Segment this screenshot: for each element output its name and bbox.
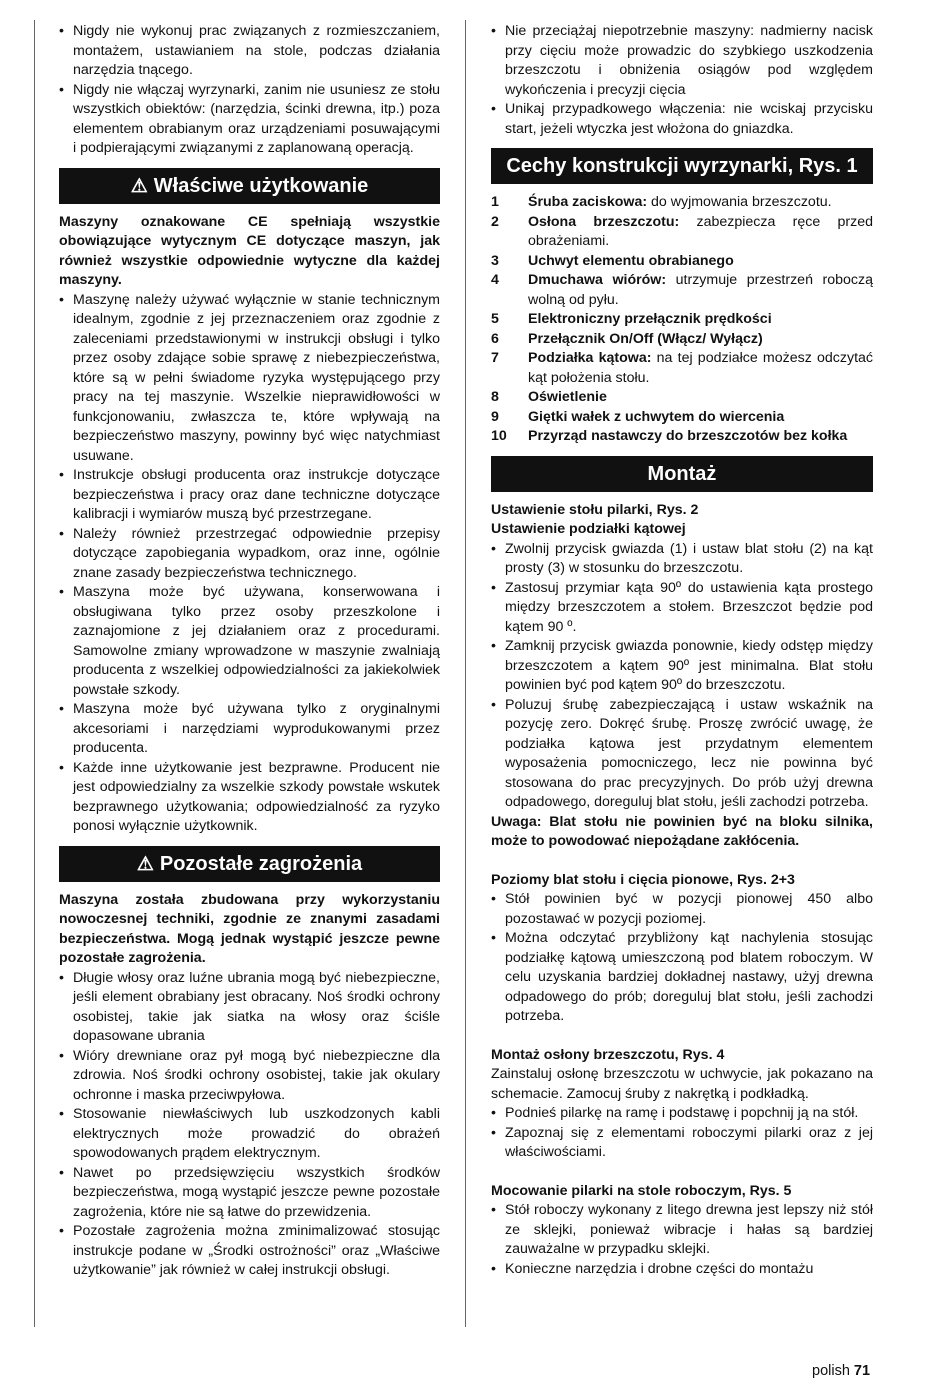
risk-list	[59, 969, 440, 1281]
part-item	[491, 271, 873, 310]
list-item: • Nie przeciążaj niepotrzebnie maszyny: nadmierny nacisk przy cięciu może prowadzic do szybkiego uszkodzenia brzeszczotu i obniżenia osiągów pod względem wykończenia i precyzji cięcia	[491, 22, 873, 100]
use-list	[59, 291, 440, 837]
list-item: • Stosowanie niewłaściwych lub uszkodzonych kabli elektrycznych może prowadzić do obrażeń spowodowanych prądem elektrycznym.	[59, 1105, 440, 1164]
intro-list	[491, 22, 873, 139]
part-desc: zabezpiecza ręce przed obrażeniami.	[528, 213, 873, 249]
section-banner-use	[59, 168, 440, 204]
part-number: 3	[491, 252, 499, 269]
list-item: • Wióry drewniane oraz pył mogą być niebezpieczne dla zdrowia. Noś środki ochrony osobistej, takie jak okulary ochronne i maska przeciwpyłowa.	[59, 1047, 440, 1106]
intro-list	[59, 22, 440, 159]
part-number: 9	[491, 408, 499, 425]
part-item	[491, 213, 873, 252]
part-desc: do wyjmowania brzeszczotu.	[647, 194, 832, 210]
section-banner-assembly	[491, 456, 873, 492]
part-name: Przełącznik On/Off (Włącz/ Wyłącz)	[528, 330, 763, 347]
assembly-list	[491, 1104, 873, 1163]
list-item: • Instrukcje obsługi producenta oraz instrukcje dotyczące bezpieczeństwa i pracy oraz dane techniczne dotyczące kalibracji i wymiarów muszą być przestrzegane.	[59, 466, 440, 525]
part-name: Elektroniczny przełącznik prędkości	[528, 311, 772, 327]
list-item: • Podnieś pilarkę na ramę i podstawę i popchnij ją na stół.	[491, 1104, 873, 1124]
page-number: 71	[853, 1363, 871, 1379]
part-number: 1	[491, 194, 499, 210]
list-item: • Maszynę należy używać wyłącznie w stanie technicznym idealnym, zgodnie z jej przeznaczeniem oraz zgodnie z zaleceniami przedstawionymi w instrukcji obsługi i tylko przez osoby zdające sobie sprawę z niebezpieczeństwa, które są w pełni świadome ryzyka występującego przy pracy na tej maszynie. Wszelkie nieprawidłowości w funkcjonowaniu, zwłaszcza te, które wpływają na bezpieczeństwo maszyny, powinny być więc natychmiast usuwane.	[59, 291, 440, 467]
part-name: Dmuchawa wiórów:	[528, 272, 667, 288]
part-item	[491, 408, 873, 428]
part-number: 2	[491, 213, 499, 230]
part-item	[491, 427, 873, 447]
part-name: Podziałka kątowa:	[528, 350, 652, 366]
list-item: • Zamknij przycisk gwiazda ponownie, kiedy odstęp między brzeszczotem a kątem 90º jest minimalna. Blat stołu powinien być pod kątem 90º do brzeszczotu.	[491, 637, 873, 696]
part-name: Śruba zaciskowa:	[528, 194, 648, 210]
part-item	[491, 193, 873, 213]
subsection-title: Poziomy blat stołu i cięcia pionowe, Rys. 2+3	[491, 871, 795, 888]
section-title: Właściwe użytkowanie	[153, 174, 369, 197]
subsection-title: Montaż osłony brzeszczotu, Rys. 4	[491, 1046, 725, 1063]
part-name: Giętki wałek z uchwytem do wiercenia	[528, 408, 785, 425]
part-item	[491, 310, 873, 330]
subsection-title: Ustawienie podziałki kątowej	[491, 521, 686, 537]
list-item: • Nigdy nie wykonuj prac związanych z rozmieszczaniem, montażem, ustawianiem na stole, podczas działania narzędzia tnącego.	[59, 22, 440, 81]
paragraph: Zainstaluj osłonę brzeszczotu w uchwycie, jak pokazano na schemacie. Zamocuj śruby z nakrętką i podkładką.	[491, 1066, 873, 1102]
section-lead: Maszyna została zbudowana przy wykorzystaniu nowoczesnej techniki, zgodnie ze znanymi zasadami bezpieczeństwa. Mogą jednak wystąpić jeszcze pewne pozostałe zagrożenia.	[59, 891, 440, 966]
part-desc: na tej podziałce możesz odczytać kąt położenia stołu.	[528, 350, 873, 386]
section-title: Cechy konstrukcji wyrzynarki, Rys. 1	[506, 155, 858, 177]
part-number: 8	[491, 389, 499, 405]
list-item: • Nawet po przedsięwzięciu wszystkich środków bezpieczeństwa, mogą wystąpić jeszcze pewne pozostałe zagrożenia, które nie są łatwe do przewidzenia.	[59, 1164, 440, 1223]
left-column	[59, 22, 440, 1281]
part-name: Przyrząd nastawczy do brzeszczotów bez kołka	[528, 428, 848, 444]
assembly-list	[491, 890, 873, 1027]
list-item: • Należy również przestrzegać odpowiednie przepisy dotyczące zapobiegania wypadkom, oraz inne, ogólnie znane zasady bezpieczeństwa technicznego.	[59, 525, 440, 584]
note-text: Uwaga: Blat stołu nie powinien być na bloku silnika, może to powodować niepożądane zakłócenia.	[491, 813, 873, 849]
part-item	[491, 330, 873, 350]
list-item: • Maszyna może być używana, konserwowana i obsługiwana tylko przez osoby przeszkolone i zaznajomione z jej działaniem oraz z procedurami. Samowolne zmiany wprowadzone w maszynie zwalniają producenta z wszelkiej odpowiedzialności za jakiekolwiek powstałe szkody.	[59, 583, 440, 700]
list-item: • Poluzuj śrubę zabezpieczającą i ustaw wskaźnik na pozycję zero. Dokręć śrubę. Proszę zwrócić uwagę, że podziałka kątowa jest przydatnym elementem wyposażenia pomocniczego, lecz nie powinna być stosowana do prac precyzyjnych. Do prób użyj drewna odpadowego, doreguluj blat stołu, jeśli zachodzi potrzeba.	[491, 696, 873, 813]
list-item: • Nigdy nie włączaj wyrzynarki, zanim nie usuniesz ze stołu wszystkich obiektów: (narzędzia, ścinki drewna, itp.) poza elementem obrabianym oraz urządzeniami posuwającymi i podpierającymi związanymi z zaplanowaną operacją.	[59, 81, 440, 159]
section-lead: Maszyny oznakowane CE spełniają wszystkie obowiązujące wytycznym CE dotyczące maszyn, jak również wszystkie odpowiednie wytyczne dla każdej maszyny.	[59, 213, 440, 288]
section-title: Montaż	[647, 462, 717, 485]
part-number: 5	[491, 311, 499, 327]
part-name: Oświetlenie	[528, 389, 607, 405]
part-number: 7	[491, 350, 499, 366]
list-item: • Konieczne narzędzia i drobne części do montażu	[491, 1260, 873, 1280]
part-number: 10	[491, 428, 507, 444]
list-item: • Pozostałe zagrożenia można zminimalizować stosując instrukcje podane w „Środki ostrożności” oraz „Właściwe użytkowanie” jak również w całej instrukcji obsługi.	[59, 1222, 440, 1281]
list-item: • Zapoznaj się z elementami roboczymi pilarki oraz z jej właściwościami.	[491, 1124, 873, 1163]
subsection-title: Ustawienie stołu pilarki, Rys. 2	[491, 501, 699, 518]
part-name: Osłona brzeszczotu:	[528, 213, 680, 230]
subsection-title: Mocowanie pilarki na stole roboczym, Rys. 5	[491, 1182, 792, 1199]
right-column	[491, 22, 873, 1279]
section-title: Pozostałe zagrożenia	[159, 852, 363, 875]
part-name: Uchwyt elementu obrabianego	[528, 252, 734, 269]
warning-triangle-icon: ⚠	[136, 853, 154, 875]
section-banner-risks	[59, 846, 440, 882]
assembly-list	[491, 1201, 873, 1279]
list-item: • Stół roboczy wykonany z litego drewna jest lepszy niż stół ze sklejki, ponieważ wibracje i hałas są bardziej zauważalne w przypadku sklejki.	[491, 1201, 873, 1260]
footer-language: polish	[812, 1363, 850, 1379]
part-desc: utrzymuje przestrzeń roboczą wolną od pyłu.	[528, 272, 874, 308]
part-item	[491, 388, 873, 408]
list-item: • Zwolnij przycisk gwiazda (1) i ustaw blat stołu (2) na kąt prosty (3) w stosunku do brzeszczotu.	[491, 540, 873, 579]
part-number: 6	[491, 330, 499, 347]
warning-triangle-icon: ⚠	[130, 175, 148, 197]
list-item: • Maszyna może być używana tylko z oryginalnymi akcesoriami i narzędziami wyprodukowanymi przez producenta.	[59, 700, 440, 759]
list-item: • Każde inne użytkowanie jest bezprawne. Producent nie jest odpowiedzialny za wszelkie szkody powstałe wskutek bezprawnego użytkowania; odpowiedzialność za ryzyko ponosi wyłącznie użytkownik.	[59, 759, 440, 837]
column-divider-rule	[465, 20, 466, 1327]
section-banner-features	[491, 148, 873, 184]
part-item	[491, 349, 873, 388]
parts-list	[491, 193, 873, 447]
list-item: • Długie włosy oraz luźne ubrania mogą być niebezpieczne, jeśli element obrabiany jest obracany. Noś środki ochrony osobistej, takie jak siatka na włosy oraz ściśle dopasowane ubrania	[59, 969, 440, 1047]
part-item	[491, 252, 873, 272]
list-item: • Można odczytać przybliżony kąt nachylenia stosując podziałkę kątową umieszczoną pod blatem roboczym. W celu uzyskania bardziej dokładnej nastawy, użyj drewna odpadowego do prób; doreguluj blat stołu, jeśli zachodzi potrzeba.	[491, 929, 873, 1027]
page-footer	[812, 1363, 870, 1379]
list-item: • Zastosuj przymiar kąta 90º do ustawienia kąta prostego między brzeszczotem a stołem. Brzeszczot będzie pod kątem 90 º.	[491, 579, 873, 638]
list-item: • Stół powinien być w pozycji pionowej 450 albo pozostawać w pozycji poziomej.	[491, 890, 873, 929]
list-item: • Unikaj przypadkowego włączenia: nie wciskaj przycisku start, jeżeli wtyczka jest włożona do gniazdka.	[491, 100, 873, 139]
part-number: 4	[491, 272, 499, 288]
left-margin-rule	[34, 20, 35, 1327]
assembly-list	[491, 540, 873, 813]
